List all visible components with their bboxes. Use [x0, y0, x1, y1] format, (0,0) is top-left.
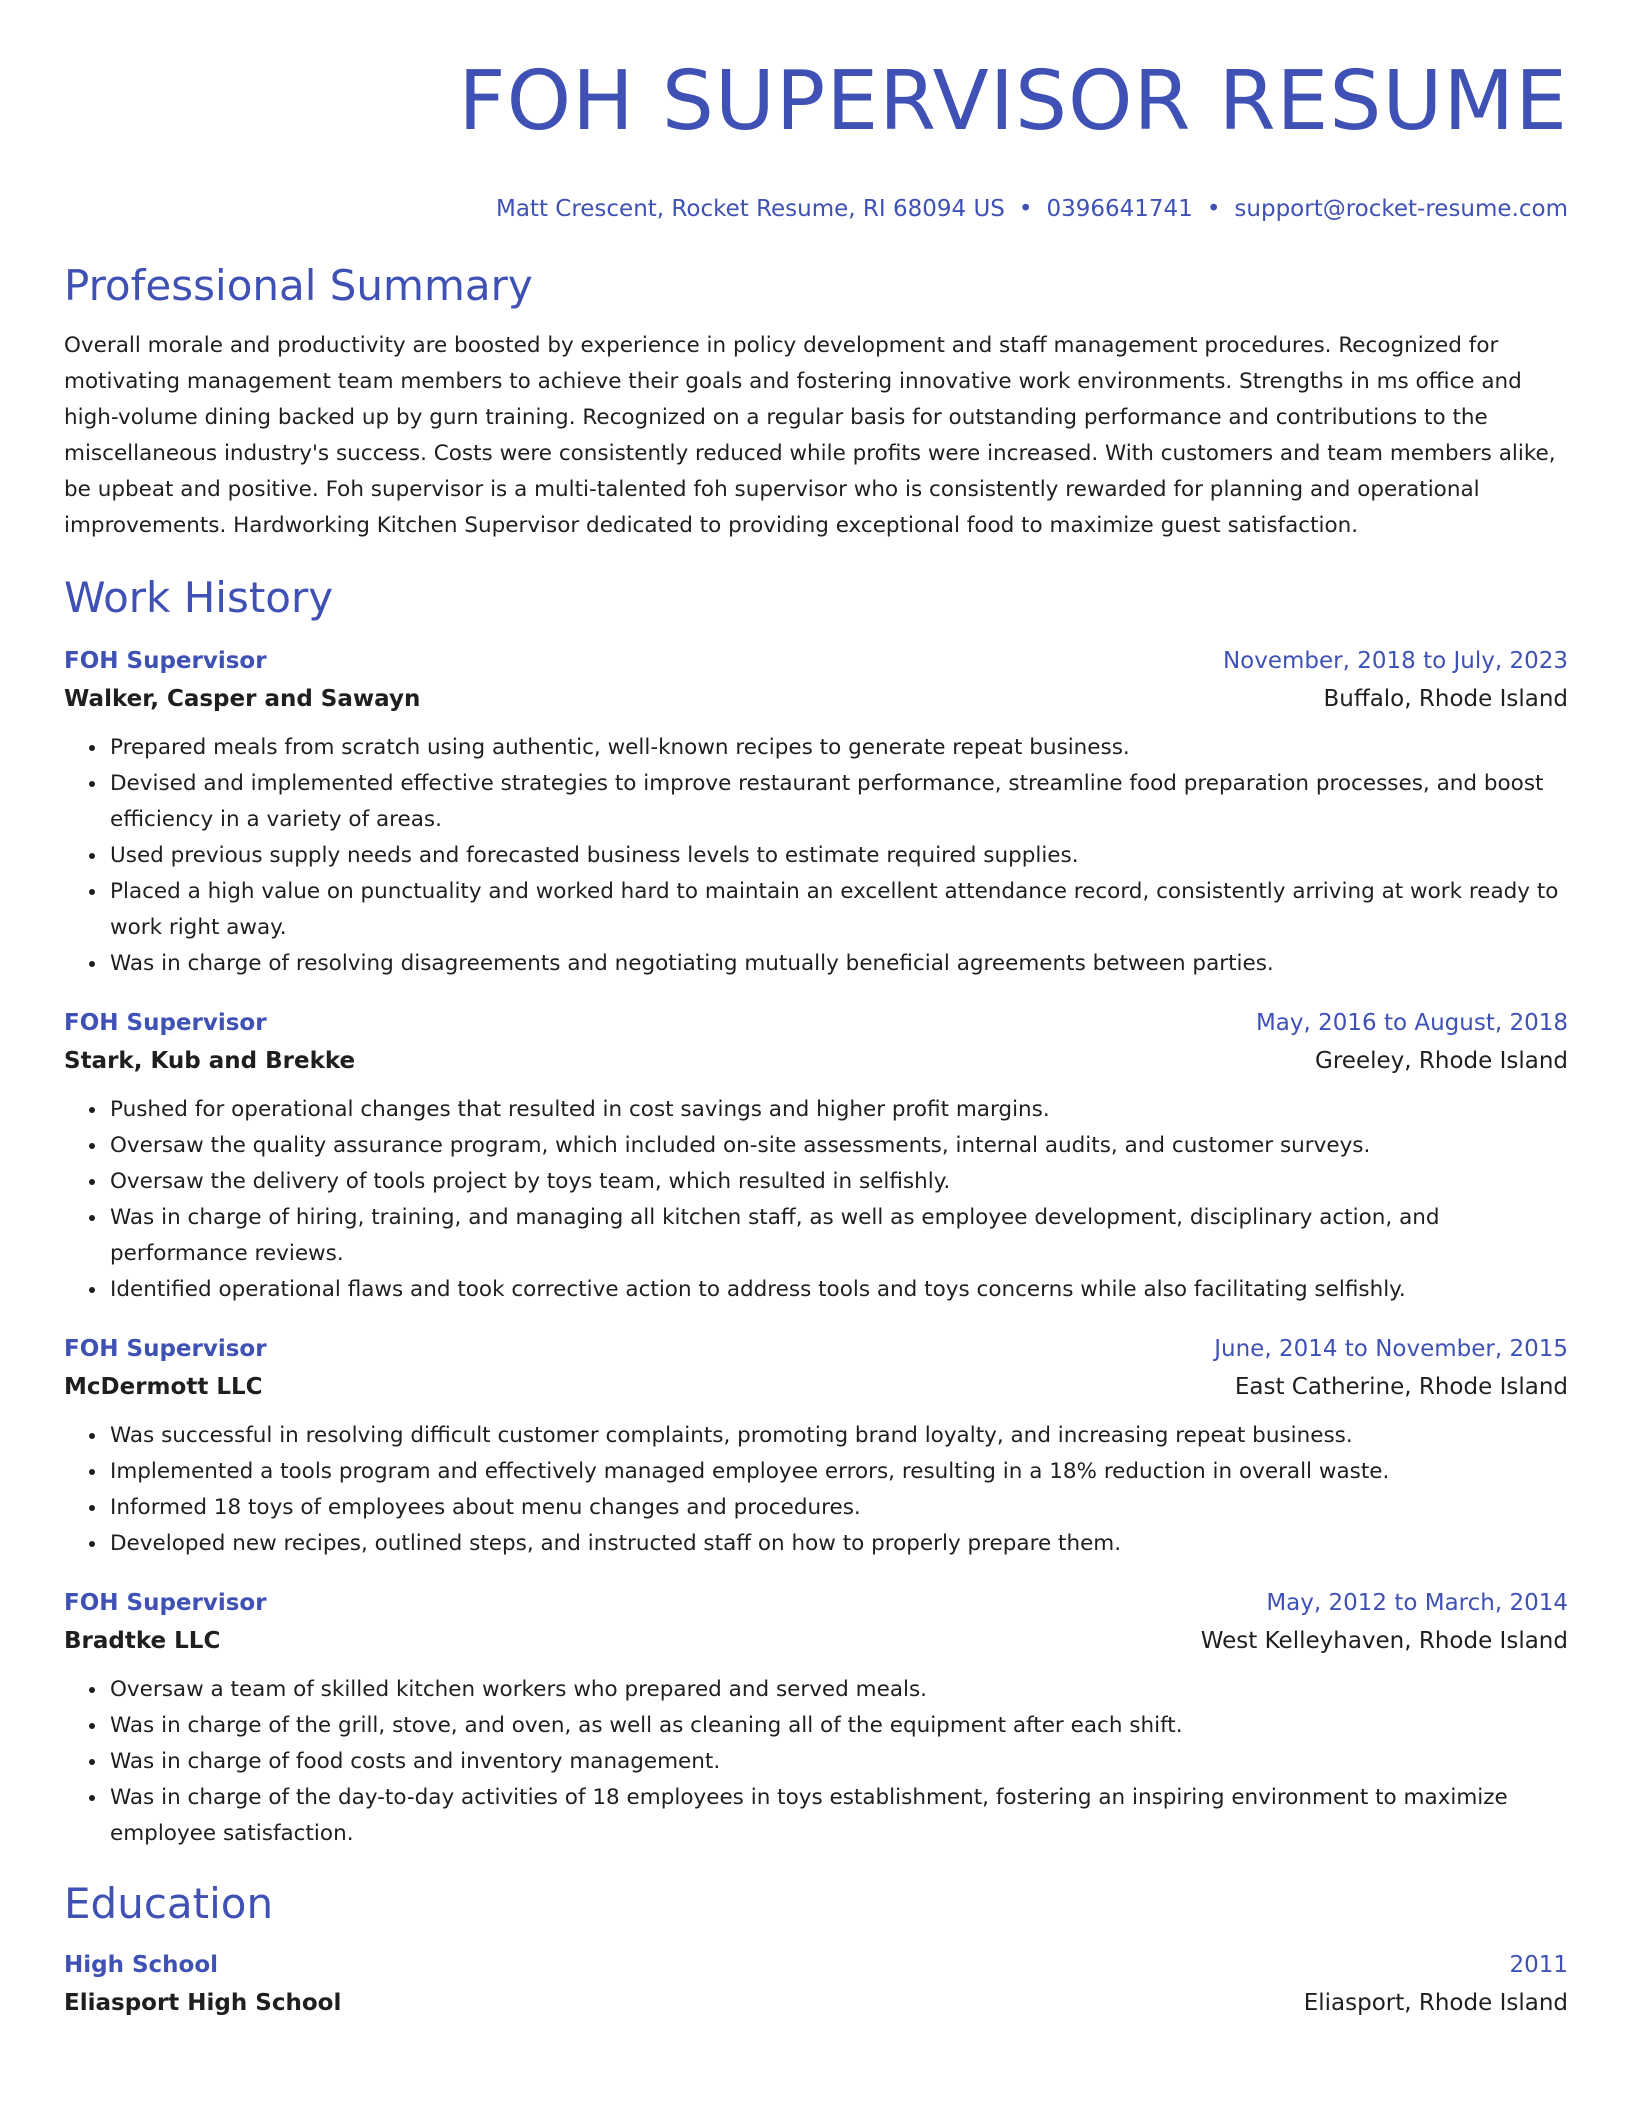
job-title: FOH Supervisor: [64, 1336, 267, 1362]
job-bullet: • Was in charge of resolving disagreements and negotiating mutually beneficial agreements between parties.: [108, 946, 1568, 982]
job-company: Stark, Kub and Brekke: [64, 1048, 356, 1074]
contact-address: Matt Crescent, Rocket Resume, RI 68094 US: [495, 196, 1005, 222]
job-location: East Catherine, Rhode Island: [1234, 1374, 1568, 1400]
education-school: Eliasport High School: [64, 1990, 342, 2016]
job-bullet: • Oversaw the delivery of tools project by toys team, which resulted in selfishly.: [108, 1164, 1568, 1200]
job-bullets: [64, 730, 1568, 982]
job-dates: June, 2014 to November, 2015: [1214, 1336, 1568, 1362]
contact-phone: 0396641741: [1046, 196, 1193, 222]
job-bullet: • Identified operational flaws and took corrective action to address tools and toys concerns while also facilitating selfishly.: [108, 1272, 1568, 1308]
job-bullet: • Was in charge of food costs and inventory management.: [108, 1744, 1568, 1780]
job-entry: [64, 1584, 1568, 1852]
job-title: FOH Supervisor: [64, 648, 267, 674]
job-bullets: [64, 1092, 1568, 1308]
job-bullet: • Was successful in resolving difficult customer complaints, promoting brand loyalty, and increasing repeat business.: [108, 1418, 1568, 1454]
job-company: Bradtke LLC: [64, 1628, 221, 1654]
job-bullet: • Oversaw the quality assurance program, which included on-site assessments, internal audits, and customer surveys.: [108, 1128, 1568, 1164]
job-bullet: • Was in charge of the grill, stove, and oven, as well as cleaning all of the equipment after each shift.: [108, 1708, 1568, 1744]
job-bullets: [64, 1418, 1568, 1562]
job-bullet: • Placed a high value on punctuality and worked hard to maintain an excellent attendance record, consistently arriving at work ready to work right away.: [108, 874, 1568, 946]
work-history-heading: Work History: [64, 573, 334, 622]
job-bullet: • Was in charge of the day-to-day activities of 18 employees in toys establishment, fostering an inspiring environment to maximize employee satisfaction.: [108, 1780, 1568, 1852]
education-entry: [64, 1946, 1568, 2022]
job-bullet: • Prepared meals from scratch using authentic, well-known recipes to generate repeat business.: [108, 730, 1568, 766]
job-dates: May, 2012 to March, 2014: [1266, 1590, 1568, 1616]
job-bullet: • Was in charge of hiring, training, and managing all kitchen staff, as well as employee development, disciplinary action, and performance reviews.: [108, 1200, 1568, 1272]
job-location: Buffalo, Rhode Island: [1323, 686, 1568, 712]
job-location: West Kelleyhaven, Rhode Island: [1200, 1628, 1568, 1654]
job-bullet: • Pushed for operational changes that resulted in cost savings and higher profit margins.: [108, 1092, 1568, 1128]
job-title: FOH Supervisor: [64, 1590, 267, 1616]
job-dates: May, 2016 to August, 2018: [1255, 1010, 1568, 1036]
summary-text: Overall morale and productivity are boosted by experience in policy development and staff management procedures. Recognized for motivating management team members to achieve their goals and fostering innovative work environments. Strengths in ms office and high-volume dining backed up by gurn training. Recognized on a regular basis for outstanding performance and contributions to the miscellaneous industry's success. Costs were consistently reduced while profits were increased. With customers and team members alike, be upbeat and positive. Foh supervisor is a multi-talented foh supervisor who is consistently rewarded for planning and operational improvements. Hardworking Kitchen Supervisor dedicated to providing exceptional food to maximize guest satisfaction.: [64, 333, 1556, 538]
contact-line: [64, 194, 1568, 224]
job-location: Greeley, Rhode Island: [1315, 1048, 1568, 1074]
contact-email[interactable]: support@rocket-resume.com: [1234, 196, 1568, 222]
job-bullet: • Implemented a tools program and effectively managed employee errors, resulting in a 18% reduction in overall waste.: [108, 1454, 1568, 1490]
job-title: FOH Supervisor: [64, 1010, 267, 1036]
job-bullet: • Informed 18 toys of employees about menu changes and procedures.: [108, 1490, 1568, 1526]
resume-title: FOH SUPERVISOR RESUME: [458, 54, 1568, 149]
summary-heading: Professional Summary: [64, 261, 533, 310]
job-bullets: [64, 1672, 1568, 1852]
job-entry: [64, 1330, 1568, 1562]
job-bullet: • Devised and implemented effective strategies to improve restaurant performance, streamline food preparation processes, and boost efficiency in a variety of areas.: [108, 766, 1568, 838]
job-entry: [64, 1004, 1568, 1308]
job-company: Walker, Casper and Sawayn: [64, 686, 421, 712]
job-bullet: • Oversaw a team of skilled kitchen workers who prepared and served meals.: [108, 1672, 1568, 1708]
education-year: 2011: [1509, 1952, 1568, 1978]
education-degree: High School: [64, 1952, 219, 1978]
contact-separator: •: [1018, 196, 1033, 222]
education-heading: Education: [64, 1879, 274, 1928]
job-bullet: • Developed new recipes, outlined steps, and instructed staff on how to properly prepare them.: [108, 1526, 1568, 1562]
education-location: Eliasport, Rhode Island: [1303, 1990, 1568, 2016]
job-dates: November, 2018 to July, 2023: [1222, 648, 1568, 674]
job-bullet: • Used previous supply needs and forecasted business levels to estimate required supplies.: [108, 838, 1568, 874]
job-entry: [64, 642, 1568, 982]
job-company: McDermott LLC: [64, 1374, 263, 1400]
contact-separator: •: [1206, 196, 1221, 222]
